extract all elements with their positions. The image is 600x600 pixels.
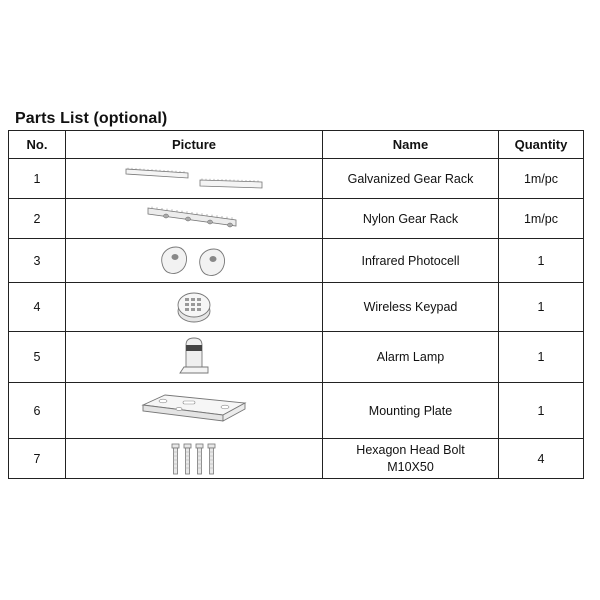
row-number: 4 <box>9 283 66 332</box>
part-name: Alarm Lamp <box>323 332 499 383</box>
part-name: Galvanized Gear Rack <box>323 159 499 199</box>
table-row <box>9 199 584 239</box>
nylon-rack-icon <box>144 204 244 234</box>
part-quantity: 1m/pc <box>499 159 584 199</box>
part-name-line1: Hexagon Head Bolt <box>356 442 465 457</box>
table-row <box>9 332 584 383</box>
picture-cell <box>66 239 323 283</box>
part-quantity: 1 <box>499 283 584 332</box>
picture-cell <box>66 159 323 199</box>
row-number: 2 <box>9 199 66 239</box>
bolt-icon <box>164 442 224 476</box>
picture-cell <box>66 199 323 239</box>
part-name-line2: M10X50 <box>387 459 434 474</box>
header-name: Name <box>323 131 499 159</box>
gear-rack-icon <box>124 166 264 192</box>
keypad-icon <box>174 287 214 327</box>
row-number: 3 <box>9 239 66 283</box>
photocell-icon <box>156 243 232 279</box>
table-row <box>9 159 584 199</box>
part-quantity: 1 <box>499 383 584 439</box>
alarm-lamp-icon <box>174 335 214 379</box>
header-no: No. <box>9 131 66 159</box>
part-name: Nylon Gear Rack <box>323 199 499 239</box>
part-quantity: 1 <box>499 332 584 383</box>
row-number: 7 <box>9 439 66 479</box>
part-quantity: 1m/pc <box>499 199 584 239</box>
table-header-row <box>9 131 584 159</box>
parts-table <box>8 130 584 479</box>
table-row <box>9 383 584 439</box>
picture-cell <box>66 439 323 479</box>
part-name <box>323 439 499 479</box>
row-number: 6 <box>9 383 66 439</box>
parts-list-title: Parts List (optional) <box>15 110 168 127</box>
row-number: 1 <box>9 159 66 199</box>
part-name: Infrared Photocell <box>323 239 499 283</box>
picture-cell <box>66 332 323 383</box>
part-name: Wireless Keypad <box>323 283 499 332</box>
picture-cell <box>66 383 323 439</box>
part-quantity: 4 <box>499 439 584 479</box>
header-quantity: Quantity <box>499 131 584 159</box>
header-picture: Picture <box>66 131 323 159</box>
row-number: 5 <box>9 332 66 383</box>
part-quantity: 1 <box>499 239 584 283</box>
part-name: Mounting Plate <box>323 383 499 439</box>
table-row <box>9 439 584 479</box>
table-row <box>9 239 584 283</box>
table-row <box>9 283 584 332</box>
picture-cell <box>66 283 323 332</box>
mounting-plate-icon <box>139 391 249 431</box>
